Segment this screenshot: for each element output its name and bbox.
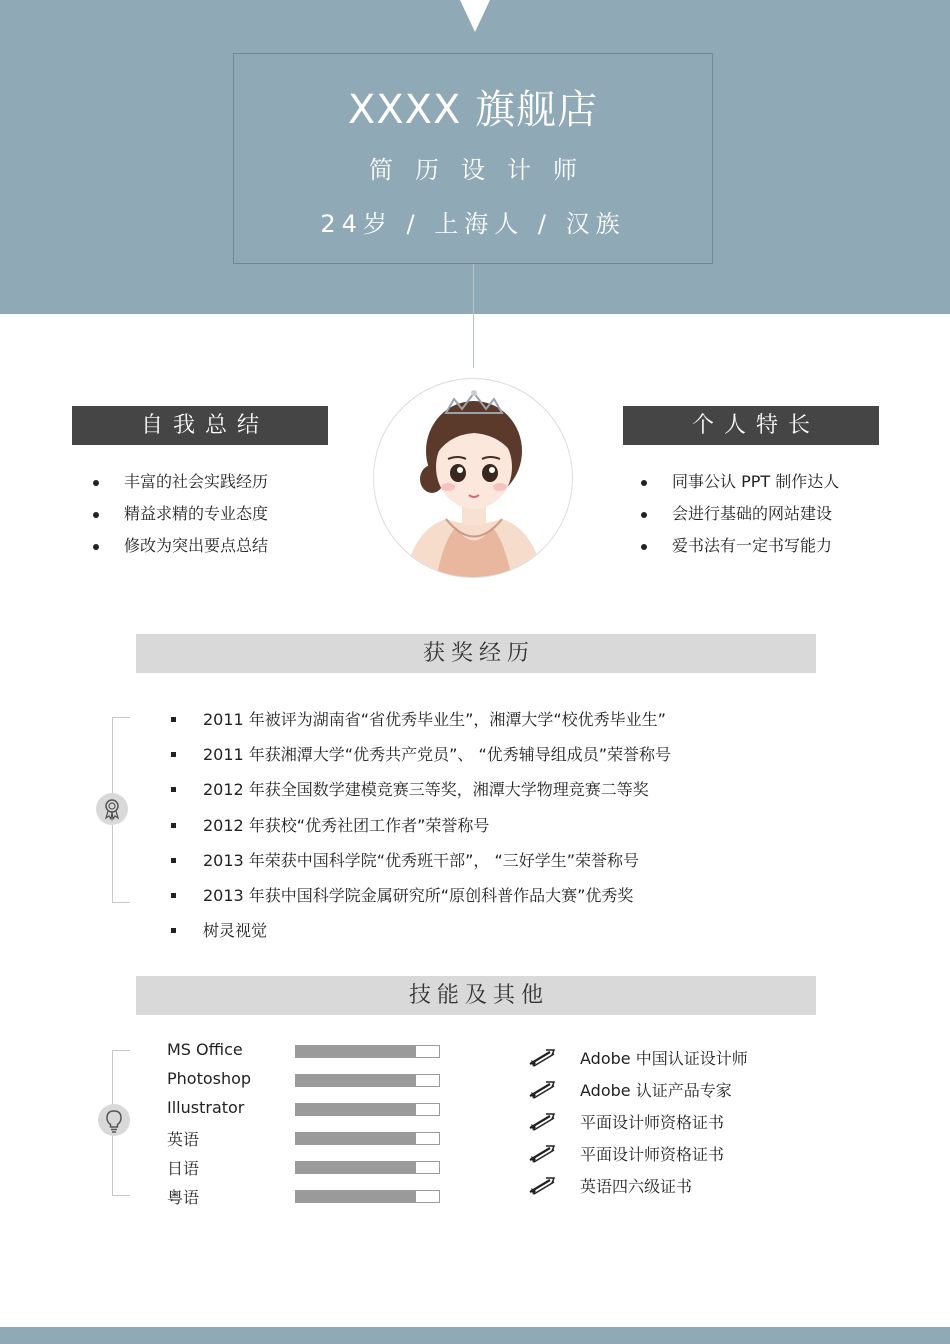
skill-bar-fill	[296, 1104, 416, 1115]
skill-label: 英语	[167, 1130, 200, 1149]
awards-list	[168, 702, 671, 948]
skill-bar	[295, 1103, 440, 1116]
list-item: 爱书法有一定书写能力	[620, 530, 839, 562]
skill-bar-fill	[296, 1075, 416, 1086]
skill-label: MS Office	[167, 1040, 243, 1059]
skill-bar	[295, 1045, 440, 1058]
connector-line	[473, 264, 474, 368]
skill-bar-fill	[296, 1046, 416, 1057]
skill-bar-fill	[296, 1162, 416, 1173]
summary-list	[72, 466, 268, 562]
personal-info: 24岁 / 上海人 / 汉族	[320, 210, 626, 238]
footer-band	[0, 1327, 950, 1344]
strengths-list	[620, 466, 839, 562]
certificate-scroll-icon	[528, 1046, 556, 1068]
list-item: 2012 年获校“优秀社团工作者”荣誉称号	[168, 808, 671, 843]
header-notch	[460, 0, 490, 32]
certificate-label: 平面设计师资格证书	[580, 1145, 725, 1164]
list-item: 2013 年荣获中国科学院“优秀班干部”， “三好学生”荣誉称号	[168, 843, 671, 878]
list-item: 树灵视觉	[168, 913, 671, 948]
certificate-label: 英语四六级证书	[580, 1177, 693, 1196]
skill-label: 日语	[167, 1159, 200, 1178]
skill-row	[167, 1066, 467, 1095]
list-item: 2011 年获湘潭大学“优秀共产党员”、 “优秀辅导组成员”荣誉称号	[168, 737, 671, 772]
certificate-scroll-icon	[528, 1078, 556, 1100]
certificate-item	[528, 1138, 828, 1170]
skill-row	[167, 1095, 467, 1124]
skill-row	[167, 1182, 467, 1211]
certificate-item	[528, 1042, 828, 1074]
job-title: 简历设计师	[369, 156, 599, 184]
certificate-item	[528, 1106, 828, 1138]
skill-bar	[295, 1132, 440, 1145]
award-medal-icon	[96, 793, 128, 825]
certificate-label: 平面设计师资格证书	[580, 1113, 725, 1132]
certificate-scroll-icon	[528, 1110, 556, 1132]
lightbulb-icon	[98, 1104, 130, 1136]
certificate-scroll-icon	[528, 1174, 556, 1196]
list-item: 修改为突出要点总结	[72, 530, 268, 562]
list-item: 同事公认 PPT 制作达人	[620, 466, 839, 498]
list-item: 精益求精的专业态度	[72, 498, 268, 530]
list-item: 2012 年获全国数学建模竞赛三等奖，湘潭大学物理竞赛二等奖	[168, 772, 671, 807]
skill-bar	[295, 1190, 440, 1203]
skill-row	[167, 1153, 467, 1182]
skill-label: Illustrator	[167, 1098, 245, 1117]
skill-label: 粤语	[167, 1188, 200, 1207]
skill-bar-fill	[296, 1191, 416, 1202]
list-item: 会进行基础的网站建设	[620, 498, 839, 530]
resume-name: XXXX 旗舰店	[347, 87, 599, 133]
skill-bar-fill	[296, 1133, 416, 1144]
awards-header: 获奖经历	[136, 634, 816, 673]
avatar	[373, 378, 573, 578]
list-item: 丰富的社会实践经历	[72, 466, 268, 498]
list-item: 2013 年获中国科学院金属研究所“原创科普作品大赛”优秀奖	[168, 878, 671, 913]
skills-header: 技能及其他	[136, 976, 816, 1015]
certificate-item	[528, 1170, 828, 1202]
certificate-item	[528, 1074, 828, 1106]
strengths-header: 个人特长	[623, 406, 879, 445]
skill-row	[167, 1037, 467, 1066]
summary-header: 自我总结	[72, 406, 328, 445]
skill-row	[167, 1124, 467, 1153]
skill-bar	[295, 1074, 440, 1087]
certificate-label: Adobe 认证产品专家	[580, 1081, 732, 1100]
certificate-scroll-icon	[528, 1142, 556, 1164]
certificate-label: Adobe 中国认证设计师	[580, 1049, 748, 1068]
list-item: 2011 年被评为湖南省“省优秀毕业生”，湘潭大学“校优秀毕业生”	[168, 702, 671, 737]
skill-bar	[295, 1161, 440, 1174]
skill-label: Photoshop	[167, 1069, 252, 1088]
avatar-illustration	[374, 379, 573, 578]
